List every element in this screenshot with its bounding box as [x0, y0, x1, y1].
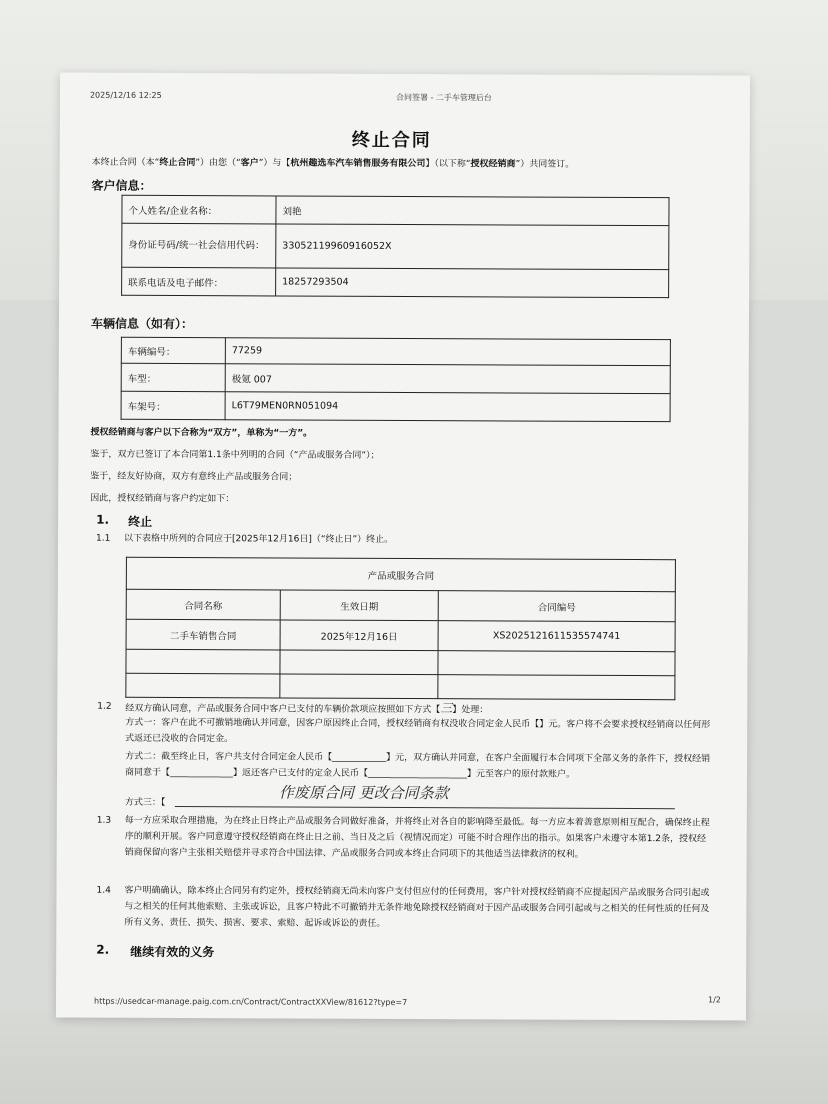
table-cell: 个人姓名/企业名称： [122, 195, 276, 224]
table-cell: 身份证号码/统一社会信用代码： [122, 223, 276, 268]
intro-text: ”）共同签订。 [515, 159, 575, 170]
customer-info-table [121, 195, 669, 298]
vehicle-info-table [121, 337, 671, 422]
print-page-title: 合同签署 - 二手车管理后台 [395, 92, 492, 103]
table-row [126, 557, 675, 591]
vehicle-info-heading: 车辆信息（如有）： [90, 316, 194, 332]
section-title: 终止 [128, 514, 153, 529]
table-cell [280, 650, 438, 675]
table-cell: XS2025121611535574741 [438, 621, 675, 652]
table-cell: L6T79MEN0RN051094 [225, 392, 670, 422]
clause-number: 1.3 [96, 815, 112, 826]
clause-text: 经双方确认同意，产品或服务合同中客户已支付的车辆价款项应按照如下方式【 [125, 703, 441, 716]
table-cell: 刘艳 [276, 196, 669, 226]
table-header-row [126, 589, 675, 621]
clause-number: 1.2 [97, 701, 112, 712]
print-datetime: 2025/12/16 12:25 [89, 90, 162, 100]
section-number: 2. [96, 942, 110, 957]
table-cell: 18257293504 [276, 268, 669, 298]
intro-text: ”）与【 [258, 158, 291, 169]
table-cell: 77259 [225, 338, 670, 366]
option-two: 方式二：截至终止日，客户共支付合同定金人民币【____________】元，双方确认并同意，在客户全面履行本合同项下全部义务的条件下，授权经销商同意于【______________】返还客户已支付的定金人民币【______________________】元至客户的原付款账户。 [124, 751, 711, 780]
table-row [126, 673, 675, 699]
table-cell: 33052119960916052X [276, 224, 669, 270]
document-title: 终止合同 [351, 129, 432, 152]
intro-term: 终止合同 [159, 157, 196, 169]
clause-text: 以下表格中所列的合同应于[2025年12月16日]（“终止日”）终止。 [124, 533, 394, 545]
table-cell: 车辆编号： [121, 337, 225, 363]
table-cell: 极氪 007 [225, 364, 670, 394]
clause-text: 客户明确确认，除本终止合同另有约定外，授权经销商无尚未向客户支付但应付的任何费用，客户针对授权经销商不应提起因产品或服务合同引起或与之相关的任何其他索赔、主张或诉讼，且客户特此不可撤销并无条件地免除授权经销商对于因产品或服务合同引起或与之相关的任何性质的任何及所有义务、责任、损失、损害、要求、索赔、起诉或诉讼的责任。 [124, 885, 710, 929]
column-header: 合同编号 [438, 591, 675, 622]
table-cell [126, 673, 280, 698]
table-row [121, 391, 670, 421]
handwritten-option-three: 作废原合同 更改合同条款 [278, 783, 449, 803]
table-cell [438, 675, 675, 700]
table-cell [438, 651, 675, 676]
table-cell: 二手车销售合同 [126, 619, 280, 650]
table-cell: 车型： [121, 363, 225, 391]
table-cell [280, 674, 438, 699]
table-row [126, 649, 675, 675]
option-one: 方式一：客户在此不可撤销地确认并同意，因客户原因终止合同，授权经销商有权没收合同定金人民币【】元。客户将不会要求授权经销商以任何形式返还已没收的合同定金。 [125, 717, 711, 745]
preamble-line: 授权经销商与客户以下合称为“双方”，单称为“一方”。 [90, 427, 313, 439]
column-header: 生效日期 [280, 590, 438, 621]
intro-paragraph [92, 155, 732, 174]
intro-text: 】（以下称“ [425, 159, 471, 170]
table-row [122, 267, 669, 297]
clause-number: 1.1 [96, 533, 111, 544]
desk-background-bottom [0, 1010, 828, 1104]
table-cell [126, 649, 280, 674]
print-url: https://usedcar-manage.paig.com.cn/Contract/ContractXXView/81612?type=7 [93, 996, 408, 1008]
intro-term: 授权经销商 [470, 159, 516, 170]
page-number: 1/2 [708, 995, 721, 1005]
option-three-line [175, 806, 675, 809]
dealer-name: 杭州趣选车汽车销售服务有限公司 [290, 158, 426, 170]
preamble-line: 鉴于，经友好协商，双方有意终止产品或服务合同； [90, 471, 298, 483]
handwritten-choice: 三 [440, 701, 453, 716]
intro-text: ”）由您（“ [195, 158, 241, 169]
option-three-label: 方式三：【 [124, 797, 166, 808]
table-row [122, 223, 669, 269]
preamble-line: 鉴于，双方已签订了本合同第1.1条中列明的合同（“产品或服务合同”）； [90, 449, 380, 461]
section-title: 继续有效的义务 [130, 944, 215, 960]
table-row [121, 363, 670, 393]
contract-page [56, 72, 750, 1020]
section-number: 1. [96, 512, 110, 527]
preamble-line: 因此，授权经销商与客户约定如下： [90, 493, 235, 505]
table-cell: 2025年12月16日 [280, 620, 438, 651]
clause-text: 每一方应采取合理措施，为在终止日终止产品或服务合同做好准备，并将终止对各自的影响降至最低。每一方应本着善意原则相互配合，确保终止程序的顺利开展。客户同意遵守授权经销商在终止日之前、当日及之后（视情况而定）可能不时合理作出的指示。如果客户未遵守本第1.2条，授权经销商保留向客户主张相关赔偿并寻求符合中国法律、产品或服务合同或本终止合同项下的其他适当法律救济的权利。 [124, 815, 710, 860]
table-row [121, 337, 670, 365]
table-row [126, 619, 675, 651]
table-cell: 联系电话及电子邮件： [122, 267, 276, 296]
column-header: 合同名称 [126, 589, 280, 620]
table-row [122, 195, 669, 225]
intro-text: 本终止合同（本“ [91, 157, 160, 168]
table-caption: 产品或服务合同 [126, 557, 675, 591]
clause-number: 1.4 [96, 885, 111, 896]
contract-list-table [125, 557, 676, 700]
table-cell: 车架号： [121, 391, 225, 419]
intro-term: 客户 [240, 158, 259, 169]
customer-info-heading: 客户信息： [91, 178, 152, 193]
clause-text: 】处理： [452, 705, 489, 716]
